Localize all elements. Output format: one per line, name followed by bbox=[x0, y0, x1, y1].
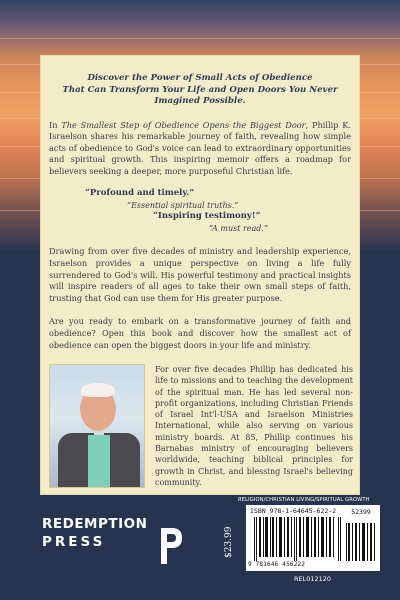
isbn-text: ISBN 978-1-64645-622-2 bbox=[250, 507, 337, 515]
description-paragraph-2: Drawing from over five decades of ministry and leadership experience, Israelson provides a unique perspective on living a life fully surrendered to God's will. His powerful testimony and practical insights will inspire readers of all ages to take their own small steps of faith, trusting that God can use them for His greater purpose. bbox=[49, 246, 351, 303]
intro-line-2: That Can Transform Your Life and Open Doors You Never Imagined Possible. bbox=[62, 84, 338, 106]
author-photo bbox=[49, 364, 145, 488]
intro-heading bbox=[49, 73, 351, 108]
p1-prefix: In bbox=[49, 119, 62, 130]
barcode-bars bbox=[254, 517, 342, 561]
publisher-name-line-2: PRESS bbox=[42, 534, 106, 550]
praise-quote-2: “Inspiring testimony!” bbox=[153, 211, 261, 222]
book-title-inline: The Smallest Step of Obedience Opens the Biggest Door bbox=[61, 119, 306, 130]
author-section bbox=[49, 364, 353, 488]
p1-body: , Phillip K. Israelson shares his remarkable journey of faith, revealing how simple acts of obedience to God's voice can lead to extraordinary opportunities and spiritual growth. This inspiring memoir offers a roadmap for believers seeking a deeper, more purposeful Christian life. bbox=[49, 119, 351, 176]
back-cover-panel bbox=[40, 55, 360, 495]
description-paragraph-1 bbox=[49, 120, 351, 178]
praise-quote-1-source: “Essential spiritual truths.” bbox=[127, 200, 239, 210]
press-p-icon bbox=[158, 526, 184, 566]
description-paragraph-3: Are you ready to embark on a transformative journey of faith and obedience? Open this book and discover how the smallest act of obedience can open the biggest doors in your life and ministry. bbox=[49, 316, 351, 350]
publisher-logo bbox=[42, 516, 152, 566]
praise-quote-2-source: “A must read.” bbox=[209, 223, 269, 233]
sku-code: REL012120 bbox=[294, 575, 332, 583]
barcode-addon-bars bbox=[346, 517, 376, 561]
barcode-addon-number: 52399 bbox=[351, 508, 371, 516]
praise-quotes bbox=[49, 188, 351, 234]
publisher-name-line-1: REDEMPTION bbox=[42, 516, 148, 532]
intro-line-1: Discover the Power of Small Acts of Obedience bbox=[87, 73, 313, 83]
author-bio: For over five decades Phillip has dedicated his life to missions and to teaching the development of the spiritual man. He has led several non-profit organizations, including Christian Friends of Israel Int'l-USA and Israelson Ministries International, while also serving on various ministry boards. At 85, Phillip continues his Barnabas ministry of encouraging believers worldwide, teaching biblical principles for growth in Christ, and blessing Israel's believing community. bbox=[155, 365, 353, 487]
barcode bbox=[246, 505, 380, 571]
praise-quote-1: “Profound and timely.” bbox=[85, 188, 195, 199]
price-label: $23.99 bbox=[224, 526, 234, 558]
barcode-number: 9 781646 456222 bbox=[248, 561, 306, 568]
category-label: RELIGION/CHRISTIAN LIVING/SPIRITUAL GROWTH bbox=[238, 497, 370, 503]
